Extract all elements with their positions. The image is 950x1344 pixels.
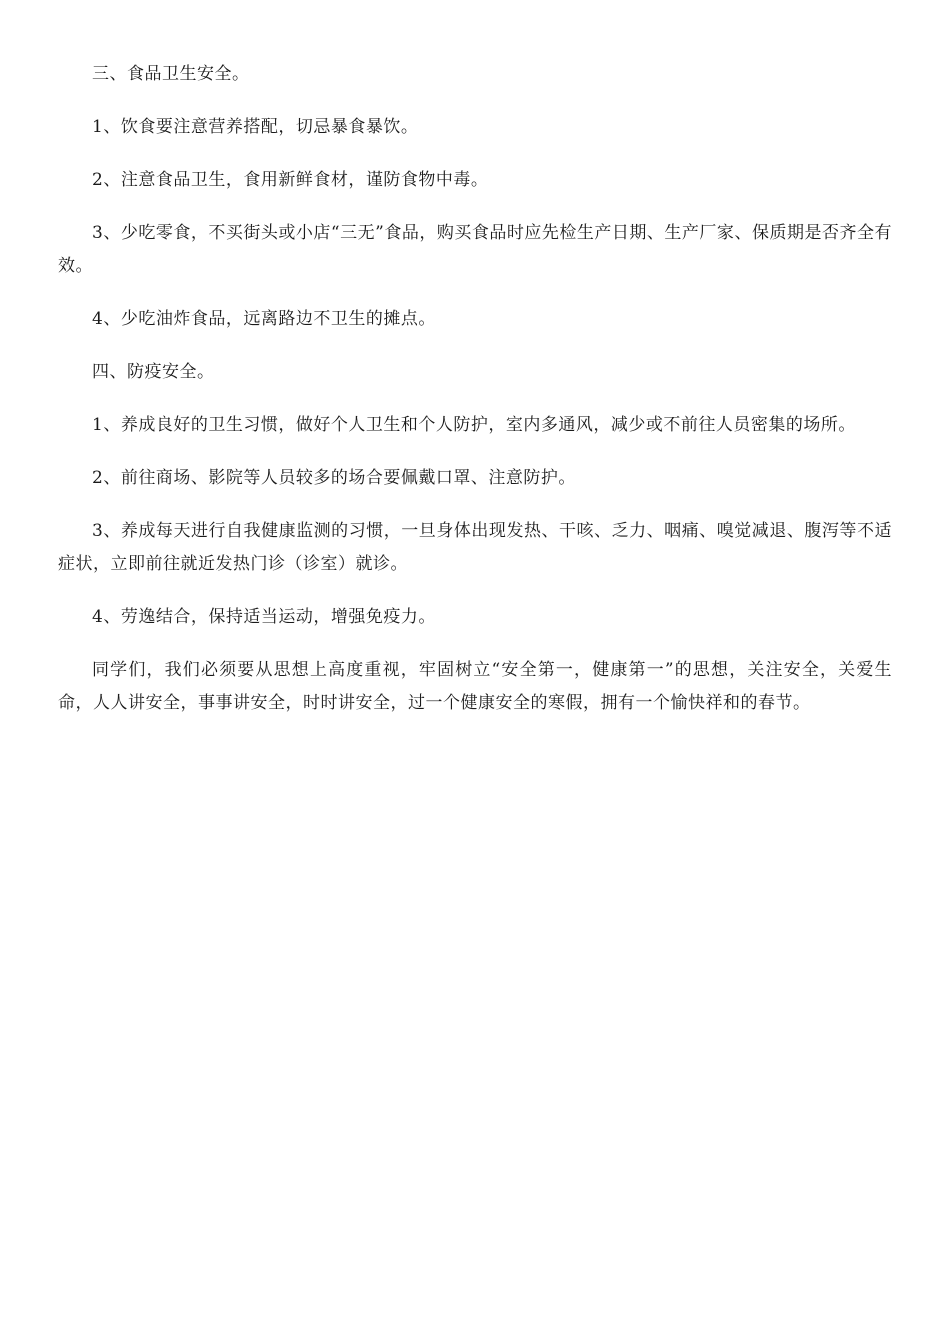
food-safety-item-3: 3、少吃零食，不买街头或小店“三无”食品，购买食品时应先检生产日期、生产厂家、保质期是否齐全有效。 [58, 223, 892, 276]
section-heading-food-safety: 三、食品卫生安全。 [92, 64, 250, 84]
epidemic-item-2: 2、前往商场、影院等人员较多的场合要佩戴口罩、注意防护。 [92, 468, 576, 488]
food-safety-item-1: 1、饮食要注意营养搭配，切忌暴食暴饮。 [92, 117, 419, 137]
food-safety-item-2: 2、注意食品卫生，食用新鲜食材，谨防食物中毒。 [92, 170, 489, 190]
epidemic-item-4: 4、劳逸结合，保持适当运动，增强免疫力。 [92, 607, 436, 627]
document-body [58, 58, 892, 740]
epidemic-item-1: 1、养成良好的卫生习惯，做好个人卫生和个人防护，室内多通风，减少或不前往人员密集的场所。 [92, 415, 856, 435]
epidemic-item-3: 3、养成每天进行自我健康监测的习惯，一旦身体出现发热、干咳、乏力、咽痛、嗅觉减退、腹泻等不适症状，立即前往就近发热门诊（诊室）就诊。 [58, 521, 892, 574]
section-heading-epidemic-prevention: 四、防疫安全。 [92, 362, 215, 382]
food-safety-item-4: 4、少吃油炸食品，远离路边不卫生的摊点。 [92, 309, 436, 329]
closing-paragraph: 同学们，我们必须要从思想上高度重视，牢固树立“安全第一，健康第一”的思想，关注安全，关爱生命，人人讲安全，事事讲安全，时时讲安全，过一个健康安全的寒假，拥有一个愉快祥和的春节。 [58, 660, 892, 713]
